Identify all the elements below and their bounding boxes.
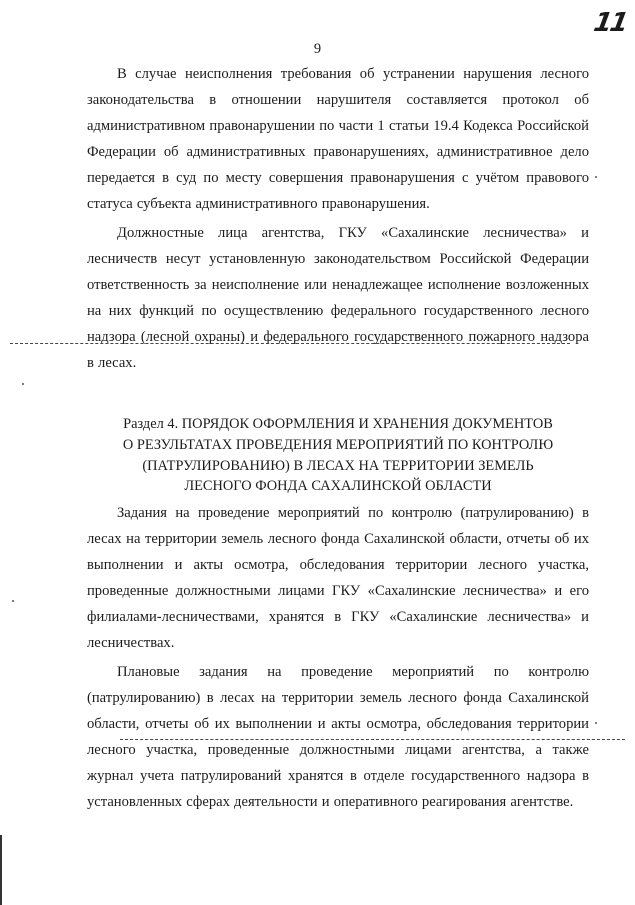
- scan-speck: [12, 600, 14, 602]
- scan-speck: [22, 383, 24, 385]
- handwritten-page-mark: 11: [591, 8, 629, 38]
- paragraph-document-storage: Задания на проведение мероприятий по контролю (патрулированию) в лесах на территории земель лесного фонда Сахалинской области, отчеты об их выполнении и акты осмотра, обследования территории лесного участка, проведенные должностными лицами ГКУ «Сахалинские лесничества» и его филиалами-лесничествами, хранятся в ГКУ «Сахалинские лесничества» и лесничествах.: [87, 505, 589, 651]
- scan-rule-line: [10, 343, 570, 344]
- heading-line: Раздел 4. ПОРЯДОК ОФОРМЛЕНИЯ И ХРАНЕНИЯ ДОКУМЕНТОВ: [123, 416, 553, 432]
- scan-speck: [595, 722, 597, 724]
- section-4-heading: [87, 414, 589, 497]
- scan-speck: [595, 176, 597, 178]
- heading-line: ЛЕСНОГО ФОНДА САХАЛИНСКОЙ ОБЛАСТИ: [184, 478, 492, 495]
- paragraph-violation-protocol: В случае неисполнения требования об устранении нарушения лесного законодательства в отношении нарушителя составляется протокол об административном правонарушении по части 1 статьи 19.4 Кодекса Российской Федерации об административных правонарушениях, административное дело передается в суд по месту совершения правонарушения с учётом правового статуса субъекта административного правонарушения.: [87, 66, 589, 212]
- scan-rule-line: [120, 739, 625, 740]
- text-block-top: [87, 62, 589, 377]
- heading-line: (ПАТРУЛИРОВАНИЮ) В ЛЕСАХ НА ТЕРРИТОРИИ ЗЕМЕЛЬ: [142, 457, 534, 474]
- paragraph-officials-responsibility: Должностные лица агентства, ГКУ «Сахалинские лесничества» и лесничеств несут установленную законодательством Российской Федерации ответственность за неисполнение или ненадлежащее исполнение возложенных на них функций по осуществлению федерального государственного лесного надзора (лесной охраны) и федерального государственного пожарного надзора в лесах.: [87, 225, 589, 371]
- paragraph-planned-tasks-storage: Плановые задания на проведение мероприятий по контролю (патрулированию) в лесах на территории земель лесного фонда Сахалинской области, отчеты об их выполнении и акты осмотра, обследования территории лесного участка, проведенные должностными лицами агентства, а также журнал учета патрулирований хранятся в отделе государственного надзора в установленных сферах деятельности и оперативного реагирования агентстве.: [87, 664, 589, 810]
- heading-line: О РЕЗУЛЬТАТАХ ПРОВЕДЕНИЯ МЕРОПРИЯТИЙ ПО КОНТРОЛЮ: [122, 436, 554, 453]
- text-block-bottom: [87, 501, 589, 816]
- page-number: 9: [313, 41, 322, 57]
- scan-edge-mark: [0, 835, 2, 905]
